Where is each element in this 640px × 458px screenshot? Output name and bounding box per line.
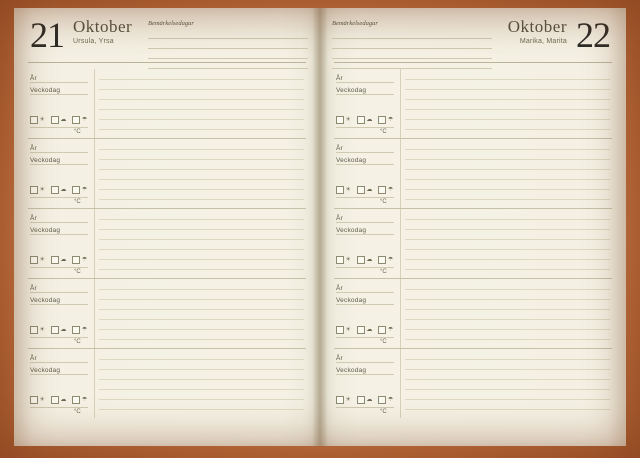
weather-checkbox[interactable] xyxy=(72,326,80,334)
weather-option[interactable] xyxy=(378,326,393,334)
left-day-number: 21 xyxy=(30,15,64,55)
weekday-input-line[interactable] xyxy=(336,164,394,165)
weather-checkbox[interactable] xyxy=(357,326,365,334)
day-entry-block xyxy=(28,209,306,279)
weather-checkbox-row xyxy=(30,256,87,264)
year-input-line[interactable] xyxy=(336,152,394,153)
year-label: År xyxy=(336,215,343,222)
year-input-line[interactable] xyxy=(30,222,88,223)
temperature-input-line[interactable] xyxy=(336,337,394,338)
year-input-line[interactable] xyxy=(30,82,88,83)
weekday-input-line[interactable] xyxy=(30,374,88,375)
weather-checkbox[interactable] xyxy=(336,396,344,404)
rain-icon: ☂ xyxy=(81,187,88,193)
writing-ruled-lines xyxy=(401,209,612,278)
cloud-icon: ☁ xyxy=(366,257,373,263)
weather-option[interactable] xyxy=(30,396,45,404)
weather-option[interactable] xyxy=(336,396,351,404)
weekday-input-line[interactable] xyxy=(336,304,394,305)
sun-icon: ☀ xyxy=(345,117,351,123)
sun-icon: ☀ xyxy=(345,257,351,263)
weather-option[interactable] xyxy=(336,186,351,194)
weather-checkbox[interactable] xyxy=(51,186,59,194)
temperature-unit-label: °C xyxy=(74,129,81,135)
notes-write-line[interactable] xyxy=(148,29,308,39)
right-month-label: Oktober xyxy=(507,17,567,36)
entry-writing-column[interactable] xyxy=(95,349,306,418)
sun-icon: ☀ xyxy=(39,187,45,193)
notes-write-line[interactable] xyxy=(332,39,492,49)
weather-checkbox[interactable] xyxy=(51,396,59,404)
writing-ruled-lines xyxy=(95,69,306,138)
year-label: År xyxy=(336,75,343,82)
year-label: År xyxy=(30,75,37,82)
writing-ruled-lines xyxy=(95,279,306,348)
weekday-label: Veckodag xyxy=(30,157,61,164)
year-input-line[interactable] xyxy=(30,292,88,293)
entry-meta-column xyxy=(28,69,95,138)
entry-writing-column[interactable] xyxy=(95,69,306,138)
notes-write-line[interactable] xyxy=(148,49,308,59)
weather-option[interactable] xyxy=(30,116,45,124)
weather-option[interactable] xyxy=(378,186,393,194)
writing-ruled-lines xyxy=(95,349,306,418)
weekday-label: Veckodag xyxy=(30,227,61,234)
weather-checkbox[interactable] xyxy=(336,116,344,124)
right-name-days: Marika, Marita xyxy=(519,38,567,45)
weather-option[interactable] xyxy=(72,396,87,404)
weather-option[interactable] xyxy=(51,116,67,124)
entry-meta-column xyxy=(28,349,95,418)
temperature-input-line[interactable] xyxy=(30,197,88,198)
cloud-icon: ☁ xyxy=(366,187,373,193)
temperature-input-line[interactable] xyxy=(336,267,394,268)
writing-ruled-lines xyxy=(95,139,306,208)
notes-write-line[interactable] xyxy=(332,59,492,69)
rain-icon: ☂ xyxy=(387,187,394,193)
rain-icon: ☂ xyxy=(81,327,88,333)
weather-option[interactable] xyxy=(378,396,393,404)
sun-icon: ☀ xyxy=(39,117,45,123)
cloud-icon: ☁ xyxy=(366,397,373,403)
entry-writing-column[interactable] xyxy=(95,279,306,348)
year-input-line[interactable] xyxy=(336,82,394,83)
entry-writing-column[interactable] xyxy=(401,279,612,348)
weather-checkbox[interactable] xyxy=(378,396,386,404)
temperature-unit-label: °C xyxy=(380,339,387,345)
year-label: År xyxy=(30,215,37,222)
weekday-label: Veckodag xyxy=(336,297,367,304)
weekday-label: Veckodag xyxy=(336,227,367,234)
rain-icon: ☂ xyxy=(387,327,394,333)
weekday-input-line[interactable] xyxy=(30,94,88,95)
weather-option[interactable] xyxy=(378,256,393,264)
day-entry-block xyxy=(28,69,306,139)
weather-option[interactable] xyxy=(30,256,45,264)
weather-checkbox-row xyxy=(30,326,87,334)
weather-checkbox[interactable] xyxy=(378,186,386,194)
weather-option[interactable] xyxy=(378,116,393,124)
entry-meta-column xyxy=(28,139,95,208)
cloud-icon: ☁ xyxy=(60,327,67,333)
temperature-input-line[interactable] xyxy=(30,127,88,128)
temperature-unit-label: °C xyxy=(380,269,387,275)
temperature-unit-label: °C xyxy=(380,129,387,135)
writing-ruled-lines xyxy=(401,69,612,138)
weather-checkbox[interactable] xyxy=(72,116,80,124)
open-diary-book xyxy=(14,8,626,446)
entry-writing-column[interactable] xyxy=(401,349,612,418)
weather-option[interactable] xyxy=(72,186,87,194)
day-entry-block xyxy=(334,279,612,349)
day-entry-block xyxy=(334,209,612,279)
year-input-line[interactable] xyxy=(336,222,394,223)
weather-checkbox[interactable] xyxy=(72,186,80,194)
entry-writing-column[interactable] xyxy=(401,209,612,278)
weather-checkbox[interactable] xyxy=(51,256,59,264)
day-entry-block xyxy=(334,349,612,418)
weather-option[interactable] xyxy=(51,256,67,264)
day-entry-block xyxy=(334,69,612,139)
weather-checkbox-row xyxy=(336,116,393,124)
weather-option[interactable] xyxy=(357,256,373,264)
temperature-input-line[interactable] xyxy=(30,407,88,408)
weather-option[interactable] xyxy=(30,326,45,334)
weather-option[interactable] xyxy=(357,186,373,194)
left-notes-label: Bemärkelsedagar xyxy=(148,20,194,27)
right-notes-area xyxy=(332,20,492,69)
rain-icon: ☂ xyxy=(81,117,88,123)
temperature-input-line[interactable] xyxy=(30,337,88,338)
temperature-input-line[interactable] xyxy=(336,407,394,408)
writing-ruled-lines xyxy=(95,209,306,278)
weather-option[interactable] xyxy=(336,326,351,334)
temperature-unit-label: °C xyxy=(74,339,81,345)
weather-option[interactable] xyxy=(336,116,351,124)
weather-checkbox[interactable] xyxy=(30,116,38,124)
left-page-header xyxy=(14,8,320,60)
entry-meta-column xyxy=(334,69,401,138)
sun-icon: ☀ xyxy=(345,327,351,333)
temperature-unit-label: °C xyxy=(74,199,81,205)
temperature-input-line[interactable] xyxy=(30,267,88,268)
entry-meta-column xyxy=(28,279,95,348)
temperature-unit-label: °C xyxy=(74,269,81,275)
cloud-icon: ☁ xyxy=(60,257,67,263)
weather-checkbox[interactable] xyxy=(30,256,38,264)
day-entry-block xyxy=(28,279,306,349)
left-page xyxy=(14,8,320,446)
day-entry-block xyxy=(28,139,306,209)
year-label: År xyxy=(336,355,343,362)
weekday-label: Veckodag xyxy=(336,157,367,164)
notes-write-line[interactable] xyxy=(332,49,492,59)
weather-option[interactable] xyxy=(357,396,373,404)
sun-icon: ☀ xyxy=(39,257,45,263)
weekday-input-line[interactable] xyxy=(336,234,394,235)
right-page xyxy=(320,8,626,446)
year-label: År xyxy=(336,285,343,292)
weather-checkbox[interactable] xyxy=(51,116,59,124)
cloud-icon: ☁ xyxy=(366,117,373,123)
weather-option[interactable] xyxy=(51,396,67,404)
entry-writing-column[interactable] xyxy=(95,209,306,278)
weather-checkbox-row xyxy=(336,186,393,194)
temperature-input-line[interactable] xyxy=(336,127,394,128)
weather-checkbox[interactable] xyxy=(378,256,386,264)
weather-option[interactable] xyxy=(30,186,45,194)
writing-ruled-lines xyxy=(401,279,612,348)
year-input-line[interactable] xyxy=(30,362,88,363)
writing-ruled-lines xyxy=(401,139,612,208)
weather-checkbox-row xyxy=(336,396,393,404)
weather-option[interactable] xyxy=(51,186,67,194)
day-entry-block xyxy=(334,139,612,209)
entry-meta-column xyxy=(28,209,95,278)
rain-icon: ☂ xyxy=(81,397,88,403)
weather-checkbox[interactable] xyxy=(30,186,38,194)
cloud-icon: ☁ xyxy=(60,187,67,193)
temperature-unit-label: °C xyxy=(380,409,387,415)
left-month-label: Oktober xyxy=(73,17,133,36)
weather-checkbox[interactable] xyxy=(72,396,80,404)
cloud-icon: ☁ xyxy=(60,117,67,123)
weather-option[interactable] xyxy=(336,256,351,264)
weather-checkbox[interactable] xyxy=(336,326,344,334)
year-input-line[interactable] xyxy=(336,362,394,363)
entry-meta-column xyxy=(334,209,401,278)
writing-ruled-lines xyxy=(401,349,612,418)
sun-icon: ☀ xyxy=(345,397,351,403)
year-input-line[interactable] xyxy=(30,152,88,153)
right-day-blocks xyxy=(320,63,626,418)
weather-option[interactable] xyxy=(51,326,67,334)
cloud-icon: ☁ xyxy=(366,327,373,333)
temperature-unit-label: °C xyxy=(380,199,387,205)
right-page-header xyxy=(320,8,626,60)
weather-option[interactable] xyxy=(357,326,373,334)
weather-checkbox-row xyxy=(336,256,393,264)
cloud-icon: ☁ xyxy=(60,397,67,403)
notes-write-line[interactable] xyxy=(332,29,492,39)
weather-checkbox[interactable] xyxy=(30,326,38,334)
weekday-label: Veckodag xyxy=(336,367,367,374)
rain-icon: ☂ xyxy=(387,397,394,403)
weather-checkbox-row xyxy=(30,186,87,194)
weather-checkbox[interactable] xyxy=(72,256,80,264)
year-label: År xyxy=(30,285,37,292)
left-name-days: Ursula, Yrsa xyxy=(73,38,114,45)
day-entry-block xyxy=(28,349,306,418)
weather-option[interactable] xyxy=(72,326,87,334)
weather-option[interactable] xyxy=(72,116,87,124)
weather-checkbox[interactable] xyxy=(357,116,365,124)
weather-checkbox[interactable] xyxy=(357,256,365,264)
left-notes-area xyxy=(148,20,308,69)
weather-checkbox-row xyxy=(30,396,87,404)
entry-meta-column xyxy=(334,139,401,208)
weather-checkbox[interactable] xyxy=(378,116,386,124)
rain-icon: ☂ xyxy=(81,257,88,263)
weekday-label: Veckodag xyxy=(30,367,61,374)
weather-checkbox[interactable] xyxy=(357,396,365,404)
notes-write-line[interactable] xyxy=(148,59,308,69)
weekday-input-line[interactable] xyxy=(30,304,88,305)
weather-option[interactable] xyxy=(72,256,87,264)
weekday-label: Veckodag xyxy=(30,297,61,304)
weather-option[interactable] xyxy=(357,116,373,124)
weather-checkbox[interactable] xyxy=(336,256,344,264)
entry-meta-column xyxy=(334,279,401,348)
entry-writing-column[interactable] xyxy=(401,139,612,208)
year-input-line[interactable] xyxy=(336,292,394,293)
sun-icon: ☀ xyxy=(345,187,351,193)
entry-writing-column[interactable] xyxy=(401,69,612,138)
rain-icon: ☂ xyxy=(387,117,394,123)
weekday-label: Veckodag xyxy=(336,87,367,94)
weather-checkbox[interactable] xyxy=(378,326,386,334)
year-label: År xyxy=(336,145,343,152)
notes-write-line[interactable] xyxy=(148,39,308,49)
entry-writing-column[interactable] xyxy=(95,139,306,208)
weekday-input-line[interactable] xyxy=(30,164,88,165)
sun-icon: ☀ xyxy=(39,327,45,333)
weather-checkbox-row xyxy=(30,116,87,124)
rain-icon: ☂ xyxy=(387,257,394,263)
entry-meta-column xyxy=(334,349,401,418)
sun-icon: ☀ xyxy=(39,397,45,403)
weather-checkbox[interactable] xyxy=(51,326,59,334)
weather-checkbox[interactable] xyxy=(357,186,365,194)
weather-checkbox[interactable] xyxy=(336,186,344,194)
year-label: År xyxy=(30,145,37,152)
year-label: År xyxy=(30,355,37,362)
weekday-label: Veckodag xyxy=(30,87,61,94)
weekday-input-line[interactable] xyxy=(30,234,88,235)
weather-checkbox-row xyxy=(336,326,393,334)
left-day-blocks xyxy=(14,63,320,418)
weekday-input-line[interactable] xyxy=(336,94,394,95)
temperature-input-line[interactable] xyxy=(336,197,394,198)
right-day-number: 22 xyxy=(576,15,610,55)
temperature-unit-label: °C xyxy=(74,409,81,415)
weekday-input-line[interactable] xyxy=(336,374,394,375)
right-notes-label: Bemärkelsedagar xyxy=(332,20,378,27)
weather-checkbox[interactable] xyxy=(30,396,38,404)
